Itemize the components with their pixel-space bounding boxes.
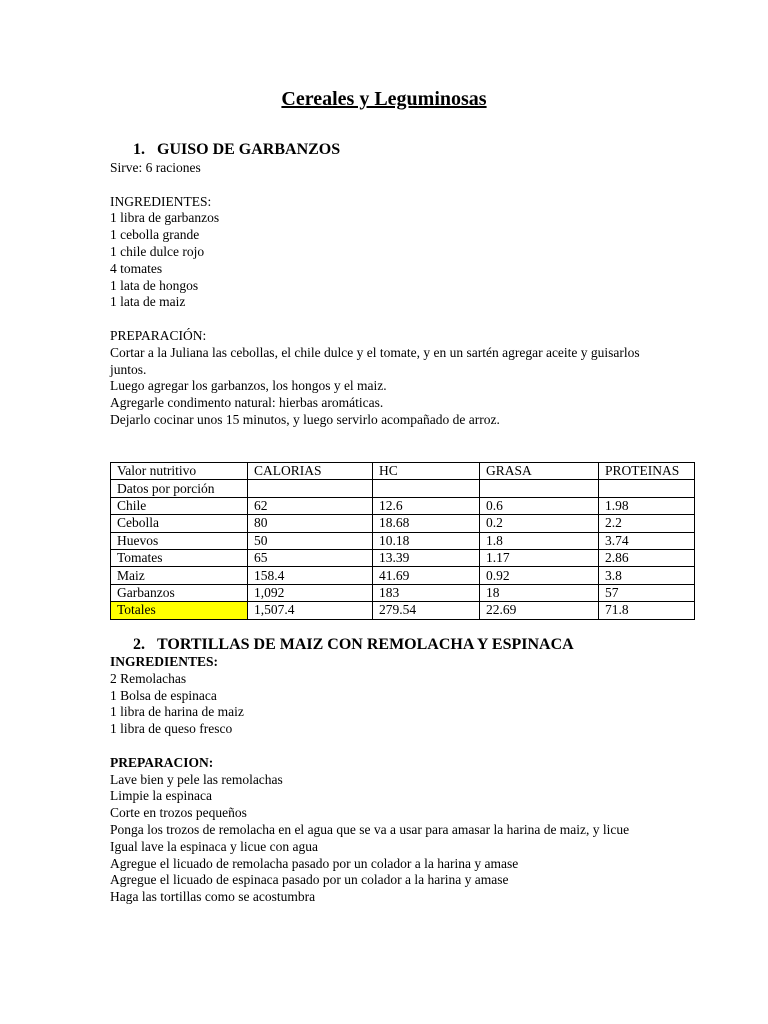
table-row bbox=[111, 584, 695, 601]
table-header-cell: GRASA bbox=[480, 463, 599, 480]
table-row bbox=[111, 532, 695, 549]
recipe1-number: 1. bbox=[133, 141, 145, 158]
recipe1-preparation-label: PREPARACIÓN: bbox=[110, 327, 207, 343]
ingredient-item: 1 libra de queso fresco bbox=[110, 721, 233, 737]
table-cell: 279.54 bbox=[373, 602, 480, 619]
preparation-step: Lave bien y pele las remolachas bbox=[110, 771, 283, 787]
table-cell: 3.8 bbox=[599, 567, 695, 584]
recipe2-title: TORTILLAS DE MAIZ CON REMOLACHA Y ESPINACA bbox=[157, 636, 574, 653]
ingredient-item: 1 cebolla grande bbox=[110, 227, 200, 243]
table-header-cell: CALORIAS bbox=[248, 463, 373, 480]
preparation-step: Corte en trozos pequeños bbox=[110, 805, 247, 821]
preparation-step: Dejarlo cocinar unos 15 minutos, y luego servirlo acompañado de arroz. bbox=[110, 411, 500, 427]
preparation-step: Limpie la espinaca bbox=[110, 788, 212, 804]
preparation-step: Agregue el licuado de espinaca pasado por un colador a la harina y amase bbox=[110, 872, 509, 888]
table-header-row bbox=[111, 463, 695, 480]
ingredient-item: 1 lata de hongos bbox=[110, 277, 199, 293]
ingredient-item: 1 libra de garbanzos bbox=[110, 210, 220, 226]
table-cell: 158.4 bbox=[248, 567, 373, 584]
preparation-step: Igual lave la espinaca y licue con agua bbox=[110, 838, 319, 854]
table-cell: 1,092 bbox=[248, 584, 373, 601]
recipe2-preparation-label: PREPARACION: bbox=[110, 754, 214, 770]
table-cell: 50 bbox=[248, 532, 373, 549]
table-subheader-row bbox=[111, 480, 695, 497]
table-header-cell: HC bbox=[373, 463, 480, 480]
table-cell: 62 bbox=[248, 497, 373, 514]
table-cell: 22.69 bbox=[480, 602, 599, 619]
preparation-step: Ponga los trozos de remolacha en el agua que se va a usar para amasar la harina de maiz, y licue bbox=[110, 821, 630, 837]
table-cell: 65 bbox=[248, 549, 373, 566]
table-cell: Huevos bbox=[111, 532, 248, 549]
ingredient-item: 4 tomates bbox=[110, 260, 163, 276]
table-cell: 0.92 bbox=[480, 567, 599, 584]
table-cell: 183 bbox=[373, 584, 480, 601]
ingredient-item: 1 libra de harina de maiz bbox=[110, 704, 244, 720]
table-cell: 80 bbox=[248, 515, 373, 532]
recipe2-ingredients-label: INGREDIENTES: bbox=[110, 654, 219, 669]
recipe1-heading bbox=[133, 141, 340, 159]
table-cell: 13.39 bbox=[373, 549, 480, 566]
table-cell: 18 bbox=[480, 584, 599, 601]
ingredient-item: 1 chile dulce rojo bbox=[110, 243, 205, 259]
recipe1-title: GUISO DE GARBANZOS bbox=[157, 141, 341, 158]
ingredient-item: 1 lata de maiz bbox=[110, 294, 186, 310]
table-cell: 0.6 bbox=[480, 497, 599, 514]
recipe2-heading bbox=[133, 636, 574, 654]
table-cell: Chile bbox=[111, 497, 248, 514]
preparation-step: Agregarle condimento natural: hierbas aromáticas. bbox=[110, 395, 384, 411]
table-cell: 1.98 bbox=[599, 497, 695, 514]
table-cell: Maiz bbox=[111, 567, 248, 584]
table-totals-row bbox=[111, 602, 695, 619]
table-cell: 10.18 bbox=[373, 532, 480, 549]
recipe2-body bbox=[110, 654, 660, 906]
recipe1-serves: Sirve: 6 raciones bbox=[110, 160, 201, 175]
table-subheader-cell: Datos por porción bbox=[111, 480, 248, 497]
table-row bbox=[111, 515, 695, 532]
table-cell: 1.8 bbox=[480, 532, 599, 549]
recipe1-ingredients-label: INGREDIENTES: bbox=[110, 193, 212, 209]
table-cell: 57 bbox=[599, 584, 695, 601]
table-cell: 3.74 bbox=[599, 532, 695, 549]
ingredient-item: 1 Bolsa de espinaca bbox=[110, 687, 217, 703]
table-cell: 18.68 bbox=[373, 515, 480, 532]
ingredient-item: 2 Remolachas bbox=[110, 670, 187, 686]
preparation-step: Haga las tortillas como se acostumbra bbox=[110, 889, 316, 905]
totals-label-cell: Totales bbox=[111, 602, 248, 619]
table-cell: 2.2 bbox=[599, 515, 695, 532]
recipe1-body bbox=[110, 160, 660, 429]
table-cell: 41.69 bbox=[373, 567, 480, 584]
table-cell: 2.86 bbox=[599, 549, 695, 566]
document-title: Cereales y Leguminosas bbox=[281, 88, 487, 110]
table-row bbox=[111, 567, 695, 584]
recipe2-number: 2. bbox=[133, 636, 145, 653]
preparation-step: Agregue el licuado de remolacha pasado por un colador a la harina y amase bbox=[110, 855, 519, 871]
table-cell: Tomates bbox=[111, 549, 248, 566]
table-cell: Garbanzos bbox=[111, 584, 248, 601]
table-cell: 12.6 bbox=[373, 497, 480, 514]
table-cell: 1.17 bbox=[480, 549, 599, 566]
preparation-step: Luego agregar los garbanzos, los hongos y el maiz. bbox=[110, 378, 387, 394]
table-header-cell: Valor nutritivo bbox=[111, 463, 248, 480]
table-cell: 0.2 bbox=[480, 515, 599, 532]
table-cell: Cebolla bbox=[111, 515, 248, 532]
table-cell: 1,507.4 bbox=[248, 602, 373, 619]
preparation-step: Cortar a la Juliana las cebollas, el chile dulce y el tomate, y en un sartén agregar aceite y guisarlos juntos. bbox=[110, 344, 640, 377]
table-row bbox=[111, 497, 695, 514]
table-row bbox=[111, 549, 695, 566]
nutrition-table bbox=[110, 462, 695, 620]
table-header-cell: PROTEINAS bbox=[599, 463, 695, 480]
table-cell: 71.8 bbox=[599, 602, 695, 619]
